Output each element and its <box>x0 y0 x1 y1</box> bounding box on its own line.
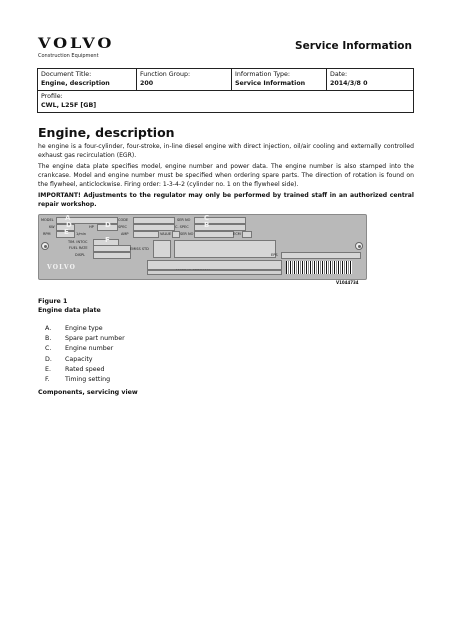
figure-label: Figure 1 <box>38 298 68 305</box>
profile-value: CWL, L25F [GB] <box>41 101 97 109</box>
intro-paragraph: he engine is a four-cylinder, four-stroke, in-line diesel engine with direct injection, oil/air cooling and externally controlled exhaust gas recirculation (EGR). <box>38 143 414 159</box>
date-value: 2014/3/8 0 <box>330 79 368 87</box>
list-item: E. Rated speed <box>45 365 105 373</box>
engine-data-plate: MODEL A KW HP D D RPM 1/min E CODE SPEC AMP SER NO C C. SPEC B VALUE SER NO ECM TIM. INTOC F FUEL RATE DISPL EMISS STD EPS VOLVO <box>38 214 367 280</box>
date-cell: Date: 2014/3/8 0 <box>327 69 414 91</box>
volvo-logo: VOLVO <box>38 36 115 52</box>
plate-letter-d: D <box>66 221 72 229</box>
page-title: Engine, description <box>38 125 175 140</box>
function-group-value: 200 <box>140 79 154 87</box>
plate-letter-c: C <box>204 214 210 222</box>
list-item: F. Timing setting <box>45 376 111 384</box>
figure-code: V1044734 <box>336 280 359 285</box>
plate-rivet-left <box>41 242 49 250</box>
important-notice: IMPORTANT! Adjustments to the regulator may only be performed by trained staff in an authorized central repair workshop. <box>38 192 414 208</box>
plate-letter-f: F <box>105 236 110 244</box>
plate-letter-e: E <box>64 228 69 236</box>
profile-cell: Profile: CWL, L25F [GB] <box>38 91 414 113</box>
list-item: C. Engine number <box>45 345 114 353</box>
plate-emission-logo <box>153 240 171 258</box>
brand-subtitle: Construction Equipment <box>38 53 99 59</box>
figure-caption <box>38 298 101 316</box>
plate-letter-d2: D <box>105 221 111 229</box>
list-item: A. Engine type <box>45 325 103 332</box>
figure-title: Engine data plate <box>38 306 101 314</box>
plate-barcode <box>286 261 352 274</box>
list-item: D. Capacity <box>45 355 93 363</box>
list-item: B. Spare part number <box>45 335 125 343</box>
document-type-heading: Service Information <box>295 40 412 52</box>
doc-title-value: Engine, description <box>41 79 110 87</box>
function-group-cell: Function Group: 200 <box>137 69 232 91</box>
plate-letter-b: B <box>204 221 210 229</box>
plate-rivet-right <box>355 242 363 250</box>
document-meta-table <box>37 68 414 113</box>
doc-title-cell: Document Title: Engine, description <box>38 69 137 91</box>
figure-legend-list <box>45 324 125 385</box>
plate-letter-a: A <box>65 214 71 222</box>
info-type-cell: Information Type: Service Information <box>232 69 327 91</box>
info-type-value: Service Information <box>235 79 306 87</box>
plate-volvo-logo: VOLVO <box>47 264 77 271</box>
section-heading-components: Components, servicing view <box>38 389 138 396</box>
data-plate-paragraph: The engine data plate specifies model, engine number and power data. The engine number is also stamped into the crankcase. Model and engine number must be specified when ordering spare parts. The direction of rotation is found on the flywheel, anticlockwise. Firing order: 1-3-4-2 (cylinder no. 1 on the flywheel side). <box>38 163 414 188</box>
